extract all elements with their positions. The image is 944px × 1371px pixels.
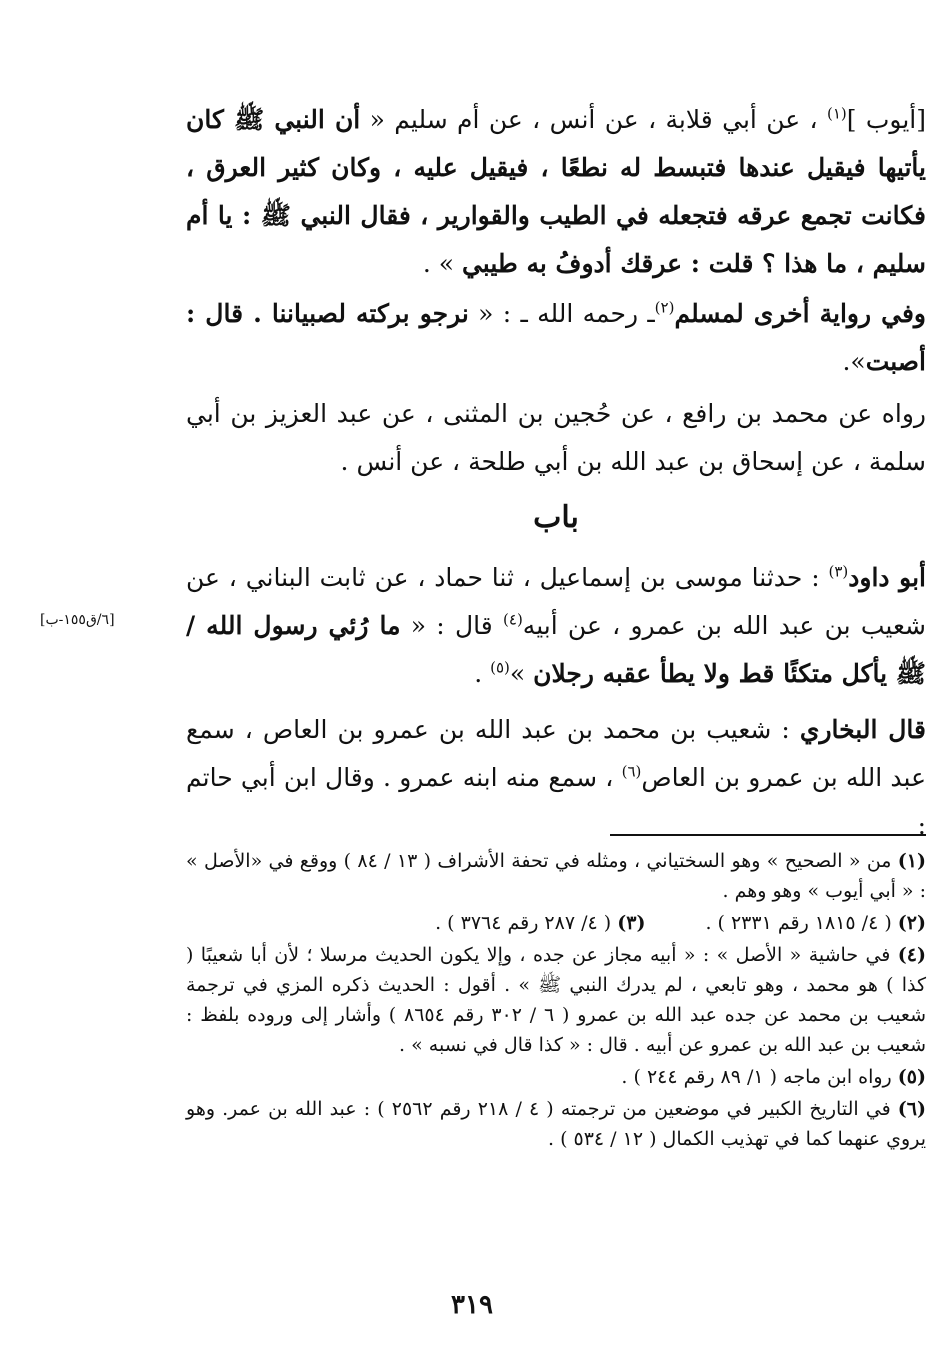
isnad-text: : حدثنا موسى بن إسماعيل ، ثنا حماد ، عن ثابت البناني ، عن شعيب بن عبد الله بن عمرو ، عن أبيه	[186, 563, 926, 640]
footnote-ref-3[interactable]: (٣)	[828, 562, 849, 581]
footnote-text: في حاشية « الأصل » : « أبيه مجاز عن جده ، وإلا يكون الحديث مرسلا ؛ لأن أبا شعيبًا ( كذا ) هو محمد ، وهو تابعي ، لم يدرك النبي ﷺ » . أقول : الحديث ذكره المزي في ترجمة شعيب بن محمد عن جده عبد الله بن عمرو ( ٦ / ٣٠٢ رقم ٨٦٥٤ ) وأشار إلى وروده بلفظ : شعيب بن عبد الله بن عمرو عن أبيه . قال : « كذا قال في نسبه » .	[186, 944, 926, 1056]
tarahhum-text: ـ رحمه الله ـ : «	[468, 299, 655, 328]
footnote-ref-1[interactable]: (١)	[826, 104, 847, 123]
footnote-ref-5[interactable]: (٥)	[490, 658, 510, 677]
narrator-abu-dawud: أبو داود	[848, 563, 926, 592]
footnote-text: ( ٤/ ١٨١٥ رقم ٢٣٣١ ) .	[705, 912, 892, 934]
closing-quote: ».	[842, 347, 866, 376]
hadith-matn: أن النبي ﷺ كان يأتيها فيقيل عندها فتبسط له نطعًا ، فيقيل عليه ، وكان كثير العرق ، فكانت تجمع عرقه فتجعله في الطيب والقوارير ، فقال النبي ﷺ : يا أم سليم ، ما هذا ؟ قلت : عرقك أدوفُ به طيبي	[186, 105, 926, 278]
paragraph-bukhari	[186, 706, 926, 850]
footnote-text: من « الصحيح » وهو السختياني ، ومثله في تحفة الأشراف ( ١٣ / ٨٤ ) ووقع في «الأصل » : « أبي أيوب » وهو وهم .	[186, 850, 926, 902]
footnote-3	[435, 908, 645, 938]
footnote-ref-6[interactable]: (٦)	[621, 762, 642, 781]
narrator-ayyub: [أيوب ]	[846, 105, 926, 134]
muslim-variant-intro: وفي رواية أخرى لمسلم	[674, 299, 926, 328]
footnote-text: ( ٤/ ٢٨٧ رقم ٣٧٦٤ ) .	[435, 912, 612, 934]
bukhari-text-continued: ، سمع منه ابنه عمرو . وقال ابن أبي حاتم :	[186, 763, 926, 840]
footnote-4	[186, 940, 926, 1060]
isnad-text: ، عن أبي قلابة ، عن أنس ، عن أم سليم «	[360, 105, 818, 134]
paragraph-muslim-variant	[186, 290, 926, 386]
isnad-text: رواه عن محمد بن رافع ، عن حُجين بن المثنى ، عن عبد العزيز بن أبي سلمة ، عن إسحاق بن عبد الله بن أبي طلحة ، عن أنس .	[186, 399, 926, 476]
qala-bukhari: قال البخاري	[799, 715, 926, 744]
paragraph-hadith-umm-sulaym	[186, 96, 926, 288]
footnote-ref-4[interactable]: (٤)	[503, 610, 523, 629]
footnote-1	[186, 846, 926, 906]
qala-text: قال : «	[400, 611, 504, 640]
period: .	[474, 659, 491, 688]
footnotes-2-3	[186, 908, 926, 938]
section-heading: باب	[533, 500, 579, 535]
paragraph-abu-dawud	[186, 554, 926, 698]
footnote-5	[186, 1062, 926, 1092]
footnote-number: (٢)	[897, 912, 926, 934]
footnote-number: (١)	[897, 850, 927, 872]
footnote-ref-2[interactable]: (٢)	[654, 298, 675, 317]
footnote-text: رواه ابن ماجه ( ١/ ٨٩ رقم ٢٤٤ ) .	[621, 1066, 892, 1088]
footnote-6	[186, 1094, 926, 1154]
page-number: ٣١٩	[451, 1290, 493, 1320]
manuscript-folio-note: [٦/ق١٥٥-ب]	[40, 612, 115, 628]
footnote-separator	[610, 834, 926, 836]
footnote-number: (٥)	[897, 1066, 926, 1088]
paragraph-isnad	[186, 390, 926, 486]
variant-matn: نرجو بركته لصبياننا . قال : أصبت	[186, 299, 926, 376]
closing-quote: »	[509, 659, 534, 688]
footnote-text: في التاريخ الكبير في موضعين من ترجمته ( ٤ / ٢١٨ رقم ٢٥٦٢ ) : عبد الله بن عمر. وهو يروي عنهما كما في تهذيب الكمال ( ١٢ / ٥٣٤ ) .	[186, 1098, 926, 1150]
footnote-number: (٤)	[897, 944, 926, 966]
closing-quote: » .	[422, 249, 462, 278]
footnote-number: (٦)	[897, 1098, 926, 1120]
hadith-matn: ما رُئي رسول الله / ﷺ يأكل متكئًا قط ولا يطأ عقبه رجلان	[186, 611, 926, 688]
footnote-2	[705, 908, 926, 938]
bukhari-text: : شعيب بن محمد بن عبد الله بن عمرو بن العاص ، سمع عبد الله بن عمرو بن العاص	[186, 715, 927, 792]
footnote-number: (٣)	[617, 912, 646, 934]
footnotes	[186, 846, 926, 1156]
